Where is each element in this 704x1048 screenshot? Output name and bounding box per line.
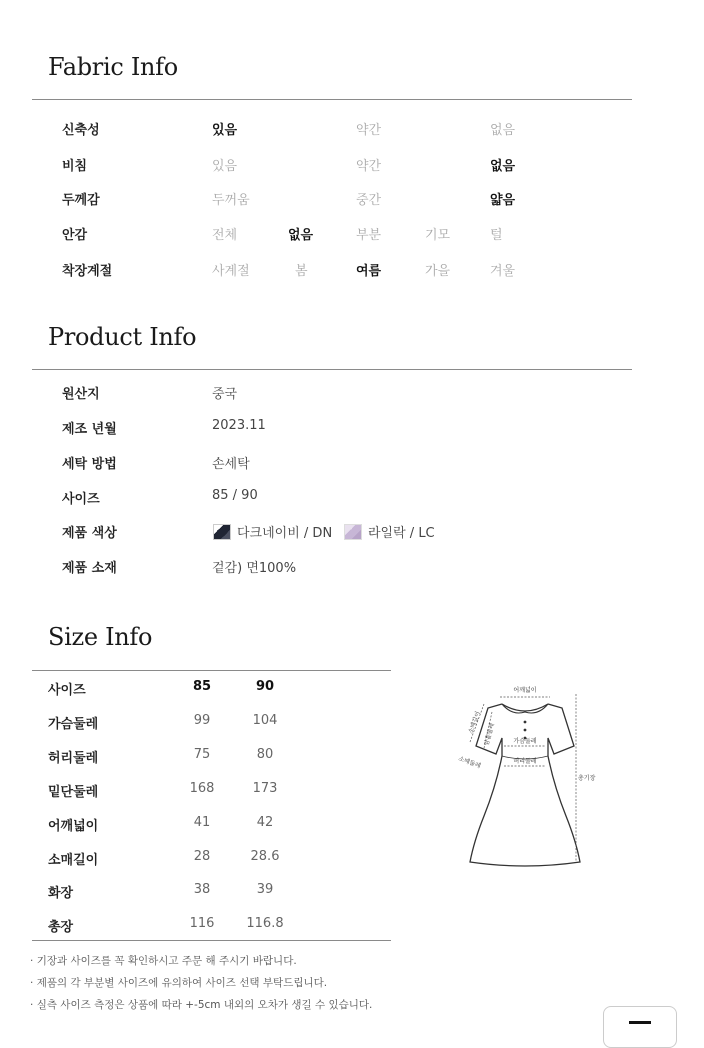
date-label: 제조 년월 (62, 422, 117, 437)
diagram-label-total-length: 총기장 (578, 775, 596, 782)
chest-label: 가슴둘레 (48, 717, 99, 732)
diagram-label-waist: 허리둘레 (513, 758, 537, 765)
dress-outline (470, 704, 580, 866)
dress-diagram (440, 676, 610, 876)
lining-option-brushed: 기모 (425, 228, 451, 243)
hem-90: 173 (252, 781, 278, 796)
season-label: 착장계절 (62, 264, 113, 279)
length-label: 총장 (48, 920, 74, 935)
waist-85: 75 (193, 747, 211, 762)
reach-label: 화장 (48, 886, 74, 901)
color-option-lilac (344, 522, 435, 541)
reach-85: 38 (193, 882, 211, 897)
size-table-bottom-rule (32, 940, 391, 941)
sleeve-label: 소매길이 (48, 853, 99, 868)
diagram-label-sleeve-hem: 소매둘레 (457, 755, 482, 770)
thickness-option-thin: 얇음 (490, 193, 516, 208)
lining-option-fur: 털 (490, 228, 503, 243)
diagram-label-armhole: 암홀둘레 (483, 722, 496, 747)
stretch-option-yes: 있음 (212, 123, 238, 138)
chest-90: 104 (252, 713, 278, 728)
lining-option-none: 없음 (288, 228, 314, 243)
stretch-option-none: 없음 (490, 123, 516, 138)
date-value: 2023.11 (212, 418, 266, 433)
size-header-label: 사이즈 (48, 683, 86, 698)
product-info-title: Product Info (48, 323, 197, 351)
reach-90: 39 (256, 882, 274, 897)
waist-90: 80 (256, 747, 274, 762)
measure-lines (470, 694, 576, 862)
dress-buttons (524, 721, 527, 740)
diagram-label-sleeve-length: 소매길이 (467, 710, 482, 735)
fabric-info-title: Fabric Info (48, 53, 178, 81)
size-value: 85 / 90 (212, 488, 258, 503)
hem-label: 밑단둘레 (48, 785, 99, 800)
sheer-option-slight: 약간 (356, 159, 382, 174)
sleeve-90: 28.6 (250, 849, 280, 864)
stretch-label: 신축성 (62, 123, 100, 138)
color-option-dark-navy (213, 522, 332, 541)
lining-option-partial: 부분 (356, 228, 382, 243)
diagram-label-chest: 가슴둘레 (513, 738, 537, 745)
waist-label: 허리둘레 (48, 751, 99, 766)
size-info-title: Size Info (48, 623, 153, 651)
stretch-option-slight: 약간 (356, 123, 382, 138)
color-swatch-dark-navy (213, 524, 231, 540)
lining-label: 안감 (62, 228, 88, 243)
shoulder-label: 어깨넓이 (48, 819, 99, 834)
product-divider (32, 369, 632, 370)
length-85: 116 (189, 916, 215, 931)
length-90: 116.8 (246, 916, 284, 931)
material-label: 제품 소재 (62, 561, 117, 576)
color-swatch-lilac (344, 524, 362, 540)
thickness-label: 두께감 (62, 193, 100, 208)
sleeve-85: 28 (193, 849, 211, 864)
size-table-top-rule (32, 670, 391, 671)
size-header-90: 90 (255, 679, 275, 694)
sheer-option-yes: 있음 (212, 159, 238, 174)
thickness-option-thick: 두꺼움 (212, 193, 250, 208)
sheer-option-none: 없음 (490, 159, 516, 174)
note-2: · 제품의 각 부분별 사이즈에 유의하여 사이즈 선택 부탁드립니다. (30, 975, 327, 990)
shoulder-90: 42 (256, 815, 274, 830)
chest-85: 99 (193, 713, 211, 728)
sheer-label: 비침 (62, 159, 88, 174)
thickness-option-medium: 중간 (356, 193, 382, 208)
material-value: 겉감) 면100% (212, 561, 297, 576)
note-1: · 기장과 사이즈를 꼭 확인하시고 주문 해 주시기 바랍니다. (30, 953, 297, 968)
hem-85: 168 (189, 781, 215, 796)
season-option-all: 사계절 (212, 264, 250, 279)
season-option-winter: 겨울 (490, 264, 516, 279)
shoulder-85: 41 (193, 815, 211, 830)
lining-option-full: 전체 (212, 228, 238, 243)
diagram-label-shoulder: 어깨넓이 (513, 687, 537, 694)
origin-value: 중국 (212, 387, 238, 402)
wash-label: 세탁 방법 (62, 457, 117, 472)
note-3: · 실측 사이즈 측정은 상품에 따라 +-5cm 내외의 오차가 생길 수 있습니다. (30, 997, 372, 1012)
color-name-lilac: 라일락 / LC (368, 526, 435, 541)
size-header-85: 85 (192, 679, 212, 694)
season-option-autumn: 가을 (425, 264, 451, 279)
color-name-dark-navy: 다크네이비 / DN (237, 526, 333, 541)
fabric-divider (32, 99, 632, 100)
season-option-summer: 여름 (356, 264, 382, 279)
season-option-spring: 봄 (295, 264, 308, 279)
size-label: 사이즈 (62, 492, 100, 507)
color-label: 제품 색상 (62, 526, 117, 541)
wash-value: 손세탁 (212, 457, 250, 472)
origin-label: 원산지 (62, 387, 100, 402)
menu-button[interactable] (603, 1006, 677, 1048)
